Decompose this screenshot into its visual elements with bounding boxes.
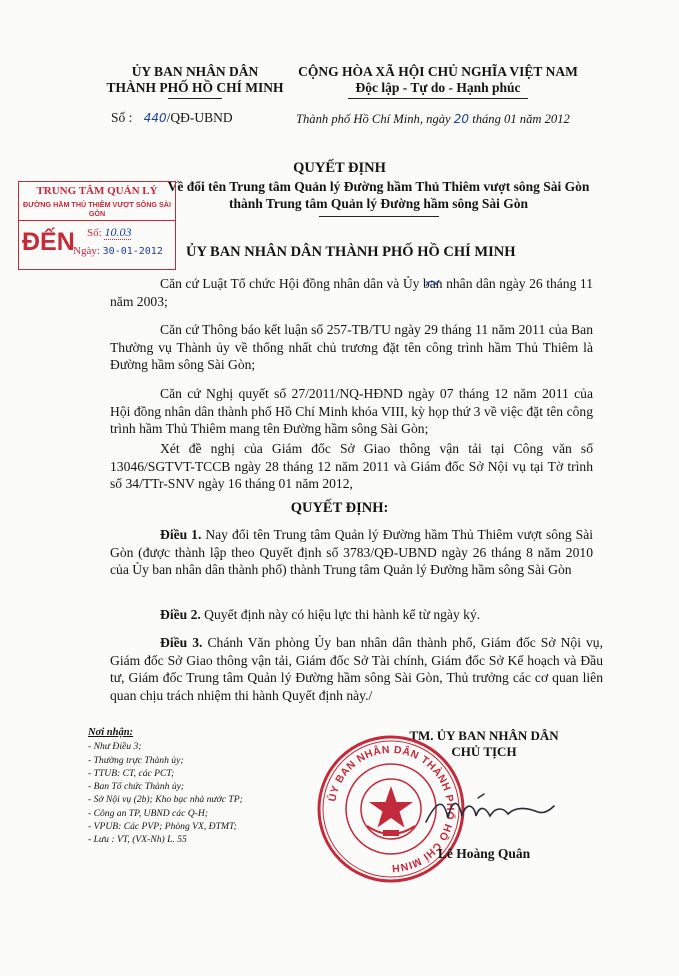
recipient-item: - Lưu : VT, (VX-Nh) L. 55 bbox=[88, 834, 187, 846]
received-stamp bbox=[18, 181, 178, 273]
article-3 bbox=[110, 634, 603, 704]
stamp-top-box bbox=[18, 181, 176, 221]
recipient-item: - Sở Nội vụ (2b); Kho bạc nhà nước TP; bbox=[88, 794, 243, 806]
preamble-paragraph-4: Xét đề nghị của Giám đốc Sở Giao thông vận tải tại Công văn số 13046/SGTVT-TCCB ngày 28 tháng 12 năm 2011 và Giám đốc Sở Nội vụ tại Tờ trình số 34/TTr-SNV ngày 16 tháng 01 năm 2012, bbox=[110, 441, 593, 491]
stamp-so bbox=[87, 225, 131, 240]
date-text-2: tháng 01 năm 2012 bbox=[472, 112, 570, 126]
nation-underline bbox=[348, 98, 528, 99]
decision-heading: QUYẾT ĐỊNH: bbox=[290, 500, 389, 516]
recipients-title: Nơi nhận: bbox=[88, 727, 134, 738]
stamp-bottom-box bbox=[18, 219, 176, 270]
recipients-list bbox=[88, 726, 308, 847]
document-title: QUYẾT ĐỊNH bbox=[293, 160, 386, 176]
doc-number bbox=[111, 110, 233, 126]
doc-number-handwritten: 440 bbox=[143, 111, 167, 125]
subject-line2: thành Trung tâm Quản lý Đường hầm sông Sài Gòn bbox=[228, 196, 529, 211]
preamble-paragraph-2: Căn cứ Thông báo kết luận số 257-TB/TU ngày 29 tháng 11 năm 2011 của Ban Thường vụ Thành ủy về thống nhất chủ trương đặt tên công trình hầm Thủ Thiêm là Đường hầm sông Sài Gòn; bbox=[110, 322, 593, 372]
seal-text: ỦY BAN NHÂN DÂN THÀNH PHỐ HỒ CHÍ MINH bbox=[326, 743, 457, 875]
issuer-underline bbox=[168, 98, 222, 99]
issuer-header bbox=[95, 64, 295, 99]
stamp-line2: ĐƯỜNG HẦM THỦ THIÊM VƯỢT SÔNG SÀI GÒN bbox=[23, 200, 171, 218]
nation-line1: CỘNG HÒA XÃ HỘI CHỦ NGHĨA VIỆT NAM bbox=[298, 64, 578, 79]
article-2-label: Điều 2. bbox=[160, 607, 201, 622]
issuing-authority: ỦY BAN NHÂN DÂN THÀNH PHỐ HỒ CHÍ MINH bbox=[186, 244, 516, 260]
article-3-label: Điều 3. bbox=[160, 635, 203, 650]
recipient-item: - VPUB: Các PVP; Phòng VX, ĐTMT; bbox=[88, 821, 237, 833]
date-text-1: Thành phố Hồ Chí Minh, ngày bbox=[296, 112, 451, 126]
article-1-text: Nay đổi tên Trung tâm Quản lý Đường hầm Thủ Thiêm vượt sông Sài Gòn (được thành lập theo Quyết định số 3783/QĐ-UBND ngày 26 tháng 8 năm 2010 của Ủy ban nhân dân thành phố) thành Trung tâm Quản lý Đường hầm sông Sài Gòn bbox=[110, 527, 593, 577]
subject-underline bbox=[319, 216, 439, 217]
stamp-line1: TRUNG TÂM QUẢN LÝ bbox=[36, 185, 158, 197]
issuer-line2: THÀNH PHỐ HỒ CHÍ MINH bbox=[106, 80, 284, 95]
recipient-item: - TTUB: CT, các PCT; bbox=[88, 767, 175, 779]
recipient-item: - Công an TP, UBND các Q-H; bbox=[88, 807, 209, 819]
preamble-paragraph-1: Căn cứ Luật Tổ chức Hội đồng nhân dân và Ủy ban nhân dân ngày 26 tháng 11 năm 2003; bbox=[110, 276, 593, 309]
document-subject bbox=[106, 178, 651, 217]
article-1-label: Điều 1. bbox=[160, 527, 202, 542]
handwritten-signature-icon bbox=[420, 788, 560, 838]
seal-emblem-icon bbox=[361, 779, 421, 839]
signer-name: Lê Hoàng Quân bbox=[437, 846, 531, 861]
recipient-item: - Thường trực Thành ủy; bbox=[88, 754, 184, 766]
stamp-ngay bbox=[73, 245, 163, 257]
article-2 bbox=[110, 606, 593, 624]
article-2-text: Quyết định này có hiệu lực thi hành kể từ ngày ký. bbox=[200, 607, 481, 622]
stamp-so-value: 10.03 bbox=[104, 225, 132, 239]
preamble-paragraph-3: Căn cứ Nghị quyết số 27/2011/NQ-HĐND ngày 07 tháng 12 năm 2011 của Hội đồng nhân dân thành phố Hồ Chí Minh khóa VIII, kỳ họp thứ 3 về việc đặt tên công trình hầm Thủ Thiêm mang tên Đường hầm sông Sài Gòn; bbox=[110, 386, 593, 436]
nation-line2: Độc lập - Tự do - Hạnh phúc bbox=[355, 80, 521, 95]
recipient-item: - Ban Tổ chức Thành ủy; bbox=[88, 781, 185, 793]
stamp-ngay-label: Ngày: bbox=[73, 245, 100, 257]
subject-line1: Về đổi tên Trung tâm Quản lý Đường hầm Thủ Thiêm vượt sông Sài Gòn bbox=[167, 179, 590, 194]
stamp-so-label: Số: bbox=[87, 227, 102, 239]
doc-number-prefix: Số : bbox=[111, 110, 133, 125]
signature-line1: TM. ỦY BAN NHÂN DÂN bbox=[409, 728, 559, 743]
recipient-item: - Như Điều 3; bbox=[88, 741, 142, 753]
nation-header bbox=[282, 64, 594, 99]
issuer-line1: ỦY BAN NHÂN DÂN bbox=[131, 64, 259, 79]
issue-date bbox=[296, 112, 570, 127]
stamp-den: ĐẾN bbox=[22, 228, 75, 256]
doc-number-suffix: /QĐ-UBND bbox=[166, 110, 233, 125]
stamp-ngay-value: 30-01-2012 bbox=[102, 246, 163, 257]
article-3-text: Chánh Văn phòng Ủy ban nhân dân thành phố, Giám đốc Sở Nội vụ, Giám đốc Sở Giao thông vận tải, Giám đốc Sở Tài chính, Giám đốc Sở Kế hoạch và Đầu tư, Giám đốc Trung tâm Quản lý Đường hầm sông Sài Gòn, Thủ trưởng các cơ quan liên quan chịu trách nhiệm thi hành Quyết định này./ bbox=[110, 635, 604, 703]
pen-mark-icon bbox=[424, 278, 440, 292]
signature-line2: CHỦ TỊCH bbox=[451, 744, 517, 759]
date-day-handwritten: 20 bbox=[453, 112, 470, 126]
article-1 bbox=[110, 526, 593, 579]
